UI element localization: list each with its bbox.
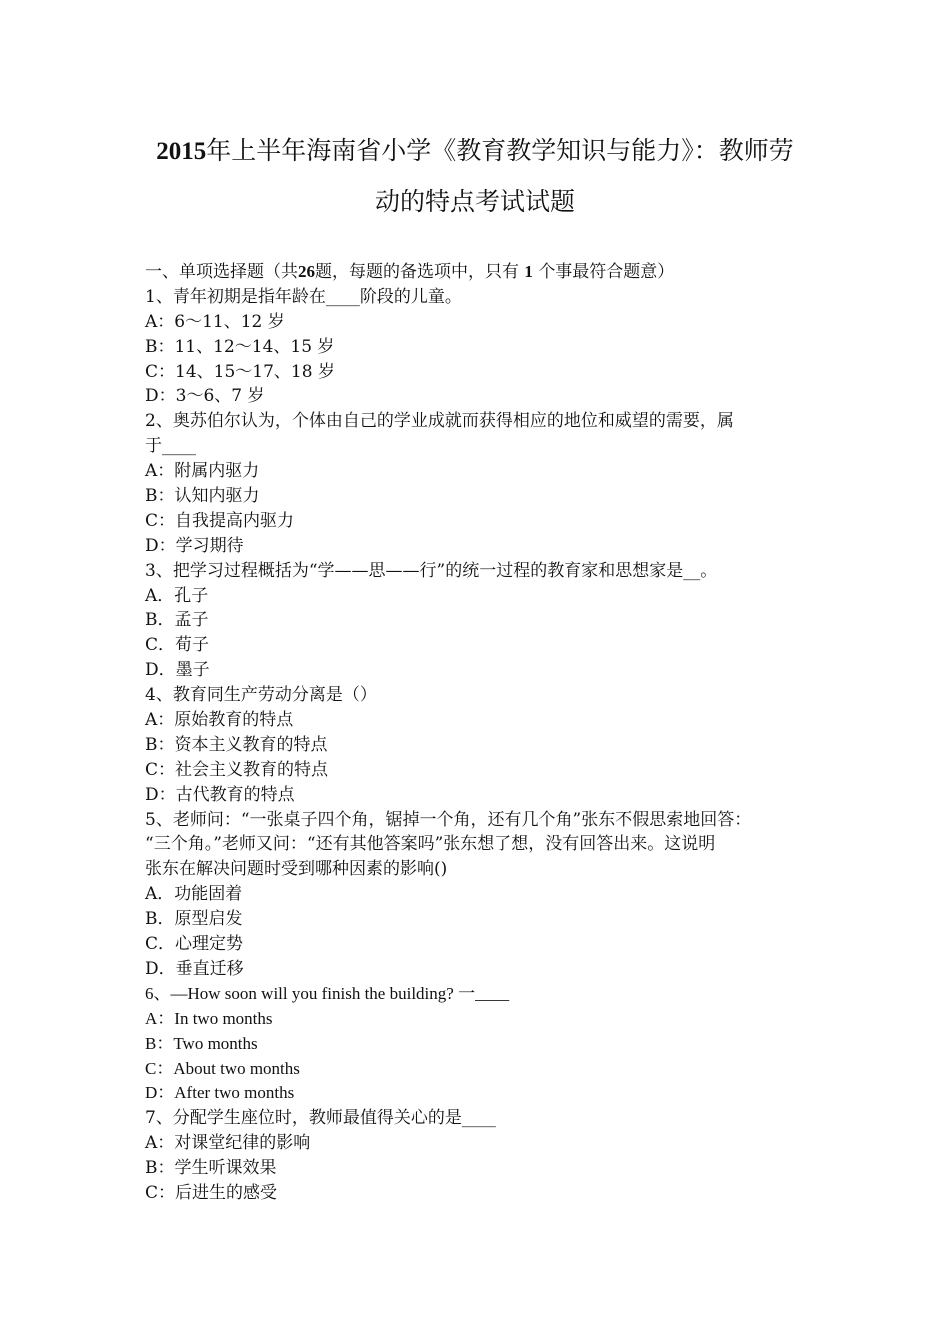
answer-option: A：附属内驱力 bbox=[145, 461, 260, 482]
answer-option: A．功能固着 bbox=[145, 884, 243, 905]
answer-option: C：About two months bbox=[145, 1058, 300, 1078]
answer-option: D：学习期待 bbox=[145, 535, 244, 556]
document-title-line-1 bbox=[110, 136, 840, 167]
answer-option: D．垂直迁移 bbox=[145, 958, 244, 979]
answer-option: B：认知内驱力 bbox=[145, 486, 260, 507]
answer-option: D：古代教育的特点 bbox=[145, 784, 295, 805]
section-heading: 一、单项选择题（共26题，每题的备选项中，只有 1 个事最符合题意） bbox=[145, 262, 675, 282]
question-stem-continued: “三个角。”老师又问：“还有其他答案吗”张东想了想，没有回答出来。这说明 bbox=[145, 834, 716, 855]
answer-option: C．心理定势 bbox=[145, 934, 244, 955]
question-stem: 3、把学习过程概括为“学——思——行”的统一过程的教育家和思想家是__。 bbox=[145, 560, 718, 581]
question-stem: 7、分配学生座位时，教师最值得关心的是____ bbox=[145, 1108, 496, 1129]
answer-option: C：社会主义教育的特点 bbox=[145, 759, 329, 780]
answer-option: C：后进生的感受 bbox=[145, 1182, 278, 1203]
answer-option: A：In two months bbox=[145, 1008, 273, 1028]
answer-option: D：3～6、7 岁 bbox=[145, 386, 265, 407]
question-stem: 5、老师问：“一张桌子四个角，锯掉一个角，还有几个角”张东不假思索地回答： bbox=[145, 809, 752, 830]
answer-option: A：对课堂纪律的影响 bbox=[145, 1133, 311, 1154]
answer-option: B．原型启发 bbox=[145, 909, 243, 930]
answer-option: C：自我提高内驱力 bbox=[145, 510, 295, 531]
title-year: 2015 bbox=[156, 138, 207, 165]
answer-option: A：原始教育的特点 bbox=[145, 710, 294, 731]
answer-option: A：6～11、12 岁 bbox=[145, 311, 285, 332]
answer-option: D：After two months bbox=[145, 1083, 295, 1103]
question-stem: 4、教育同生产劳动分离是（） bbox=[145, 685, 377, 706]
question-stem-continued: 张东在解决问题时受到哪种因素的影响() bbox=[145, 859, 448, 880]
question-count: 26 bbox=[298, 262, 315, 281]
answer-option: C：14、15～17、18 岁 bbox=[145, 361, 335, 382]
question-stem: 2、奥苏伯尔认为，个体由自己的学业成就而获得相应的地位和威望的需要，属 bbox=[145, 411, 734, 432]
answer-option: D．墨子 bbox=[145, 660, 210, 681]
document-title-line-2: 动的特点考试试题 bbox=[374, 187, 575, 216]
answer-option: B：Two months bbox=[145, 1033, 258, 1053]
answer-option: C．荀子 bbox=[145, 635, 210, 656]
answer-option: A．孔子 bbox=[145, 585, 209, 606]
answer-option: B：11、12～14、15 岁 bbox=[145, 336, 335, 357]
answer-option: B．孟子 bbox=[145, 610, 209, 631]
question-stem: 1、青年初期是指年龄在____阶段的儿童。 bbox=[145, 286, 462, 307]
answer-option: B：学生听课效果 bbox=[145, 1158, 277, 1179]
question-stem-continued: 于____ bbox=[145, 436, 196, 457]
answer-count: 1 bbox=[524, 262, 533, 281]
question-list bbox=[145, 260, 810, 1206]
question-stem: 6、—How soon will you finish the building? 一____ bbox=[145, 983, 510, 1003]
answer-option: B：资本主义教育的特点 bbox=[145, 734, 328, 755]
title-line-1-text: 年上半年海南省小学《教育教学知识与能力》：教师劳 bbox=[206, 136, 794, 165]
